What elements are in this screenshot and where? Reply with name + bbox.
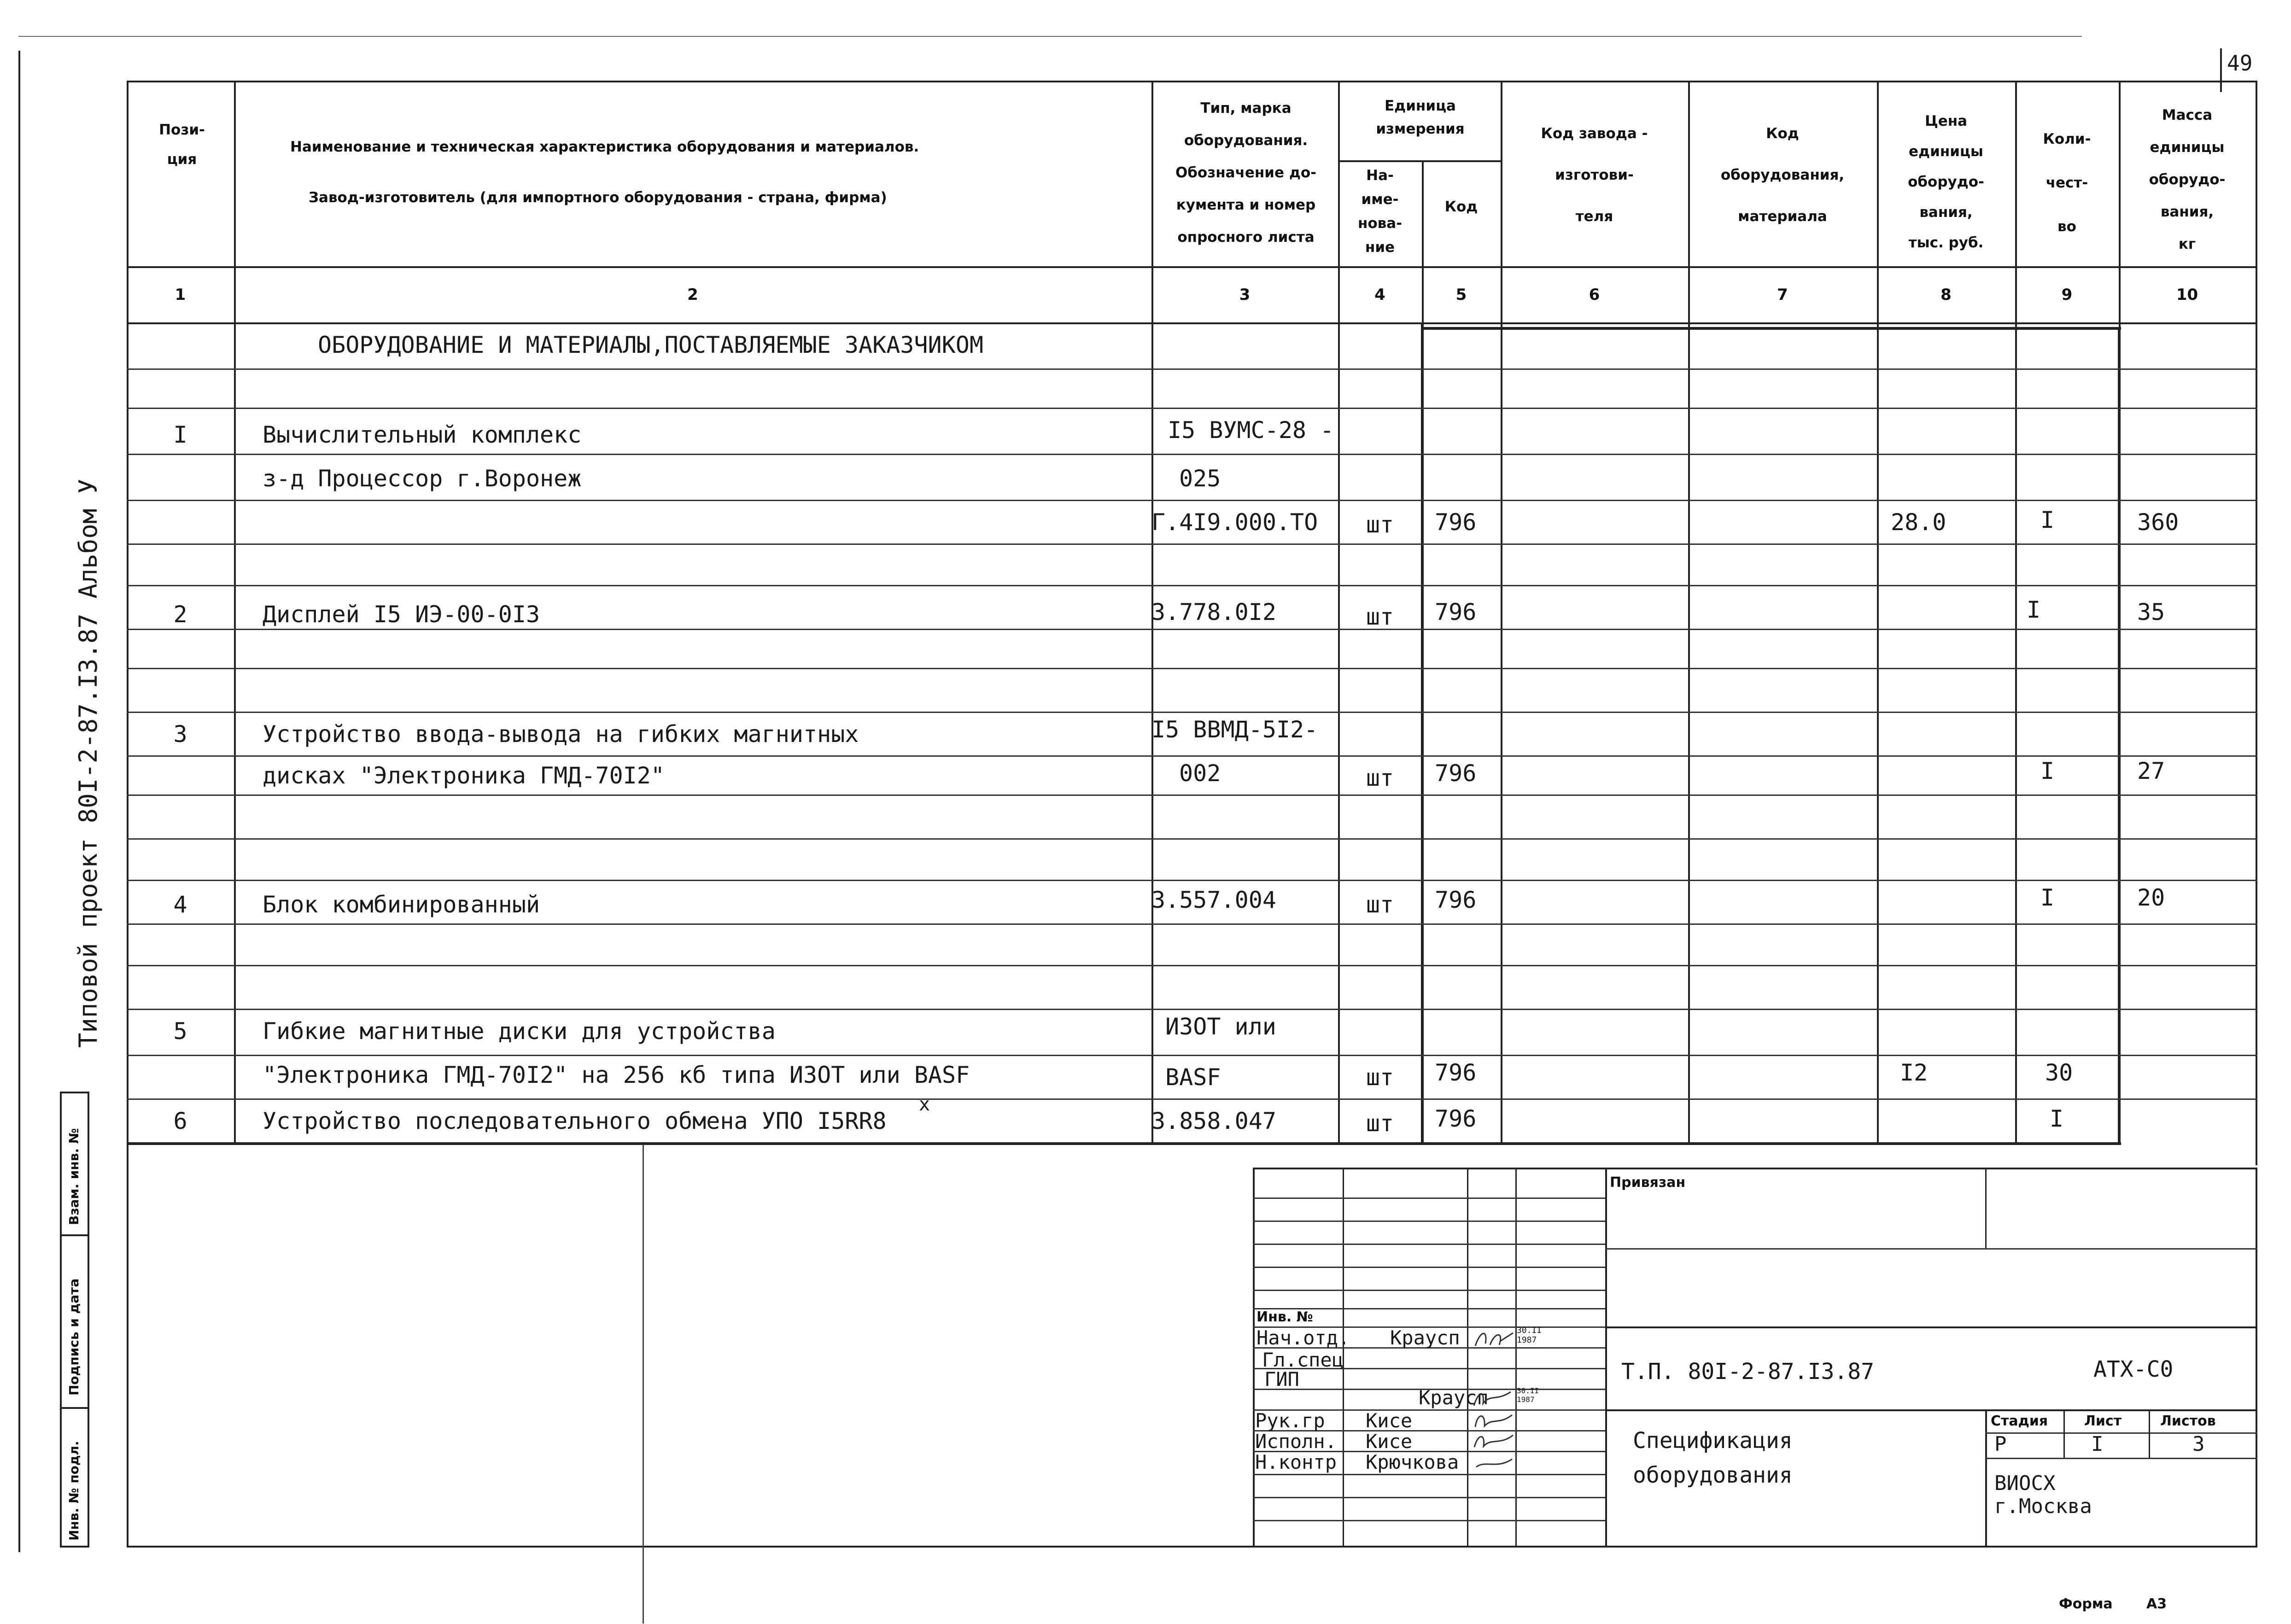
colnum-3: 3 [1239,286,1251,304]
row-9-qty: 30 [2045,1059,2073,1086]
row-6-name: дисках "Электроника ГМД-70I2" [263,762,665,789]
row-10-superscript: х [919,1094,930,1115]
row-10-position: 6 [173,1108,187,1134]
page-number-box-line [2220,48,2222,92]
page-number: 49 [2227,51,2253,76]
row-7-name: Блок комбинированный [263,891,540,918]
row-7-qty: I [2040,884,2055,911]
signature-ispoln [1472,1430,1515,1452]
signer-1-name: Краусп [1390,1326,1460,1349]
signer-1-role: Нач.отд. [1257,1326,1350,1349]
stamp-vzam-inv: Взам. инв. № [66,1128,82,1225]
signer-1-date: 30.II 1987 [1517,1326,1542,1345]
org-city: г.Москва [1994,1495,2092,1518]
colnum-10: 10 [2176,286,2198,304]
row-7-mass: 20 [2137,884,2165,911]
inv-no-label: Инв. № [1257,1309,1313,1325]
header-position: Пози- ция [159,122,205,168]
row-4-type: 3.778.0I2 [1151,599,1276,625]
header-unit-name: На- име- нова- ние [1357,167,1403,256]
row-4-name: Дисплей I5 ИЭ-00-0I3 [263,601,540,628]
colnum-9: 9 [2061,286,2073,304]
signer-6-name: Крючкова [1366,1451,1459,1473]
header-quantity: Коли- чест- во [2043,131,2091,235]
header-equipment-code: Код оборудования, материала [1720,125,1845,225]
header-type: Тип, марка оборудования. Обозначение до- кумента и номер опросного листа [1175,100,1317,245]
signer-4-name: Кисе [1366,1409,1413,1432]
left-border [18,51,20,1552]
top-scan-line [18,36,2082,37]
row-7-code: 796 [1435,887,1477,913]
row-10-qty: I [2050,1105,2064,1132]
row-2-name: з-д Процессор г.Воронеж [263,465,582,492]
header-name-line1: Наименование и техническая характеристика оборудования и материалов. [290,139,919,155]
signer-4-role: Рук.гр [1255,1409,1325,1432]
drawing-code: АТХ-С0 [2093,1356,2174,1382]
signer-3-name: Краусп [1419,1386,1489,1409]
row-3-mass: 360 [2137,509,2179,536]
colnum-8: 8 [1940,286,1952,304]
row-3-unit: шт [1366,511,1394,538]
row-7-type: 3.557.004 [1151,887,1276,913]
signature-nach-otd [1472,1327,1515,1350]
colnum-4: 4 [1374,286,1385,304]
row-10-type: 3.858.047 [1151,1108,1276,1134]
header-mass: Масса единицы оборудо- вания, кг [2149,107,2226,252]
row-6-code: 796 [1435,760,1477,787]
sheets-label: Листов [2160,1413,2216,1429]
row-6-mass: 27 [2137,758,2165,784]
signer-6-role: Н.контр [1255,1451,1337,1473]
row-9-price: I2 [1900,1059,1928,1086]
row-2-type: 025 [1179,465,1221,492]
sheet-label: Лист [2084,1413,2122,1429]
row-5-type: I5 ВВМД-5I2- [1151,716,1318,743]
row-8-type: ИЗОТ или [1165,1013,1276,1040]
header-price: Цена единицы оборудо- вания, тыс. руб. [1908,113,1984,251]
row-7-unit: шт [1366,891,1394,918]
project-code: Т.П. 80I-2-87.I3.87 [1621,1359,1875,1384]
stage-value: Р [1994,1432,2007,1456]
row-4-qty: I [2027,596,2041,623]
header-factory-code: Код завода - изготови- теля [1541,125,1648,225]
stamp-inv-podl: Инв. № подл. [66,1441,82,1541]
row-1-name: Вычислительный комплекс [263,421,582,448]
section-title: ОБОРУДОВАНИЕ И МАТЕРИАЛЫ,ПОСТАВЛЯЕМЫЕ ЗАКАЗЧИКОМ [318,332,983,358]
colnum-7: 7 [1777,286,1788,304]
row-1-position: I [173,421,187,448]
header-unit-group: Единица измерения [1376,98,1465,137]
row-6-qty: I [2040,758,2055,784]
row-4-code: 796 [1435,599,1477,625]
format-label: Форма [2059,1596,2113,1612]
signer-3-date: 30.II 1987 [1517,1386,1539,1404]
row-3-code: 796 [1435,509,1477,536]
row-1-type: I5 ВУМС-28 - [1168,417,1334,444]
row-4-mass: 35 [2137,599,2165,625]
row-9-type: BASF [1165,1064,1221,1091]
signature-n-kontr [1472,1451,1515,1473]
row-10-name: Устройство последовательного обмена УПО I5RR8 [263,1108,887,1134]
signer-2-role: Гл.спец [1262,1349,1344,1371]
stage-label: Стадия [1991,1413,2048,1429]
colnum-1: 1 [175,286,186,304]
colnum-5: 5 [1455,286,1467,304]
row-9-code: 796 [1435,1059,1477,1086]
colnum-6: 6 [1589,286,1600,304]
row-6-unit: шт [1366,765,1394,791]
row-3-price: 28.0 [1891,509,1946,536]
header-name-line2: Завод-изготовитель (для импортного оборудования - страна, фирма) [309,189,887,206]
row-4-unit: шт [1366,603,1394,630]
signer-3-role: ГИП [1264,1368,1299,1390]
row-7-position: 4 [173,891,187,918]
colnum-2: 2 [687,286,698,304]
row-3-qty: I [2040,507,2055,533]
privyazan-label: Привязан [1610,1174,1686,1191]
signature-gip [1472,1387,1515,1409]
signer-5-role: Исполн. [1255,1430,1337,1453]
row-10-unit: шт [1366,1110,1394,1137]
row-8-name: Гибкие магнитные диски для устройства [263,1018,776,1045]
signature-ruk-gr [1472,1408,1515,1431]
doc-title-line1: Спецификация [1633,1428,1793,1454]
side-title: Типовой проект 80I-2-87.I3.87 Альбом У [74,479,103,1048]
row-6-type: 002 [1179,760,1221,787]
row-9-unit: шт [1366,1064,1394,1091]
doc-title-line2: оборудования [1633,1462,1793,1488]
stamp-signature-date: Подпись и дата [66,1278,82,1396]
row-5-position: 3 [173,721,187,748]
signer-5-name: Кисе [1366,1430,1413,1453]
row-3-type: Г.4I9.000.ТО [1151,509,1318,536]
row-10-code: 796 [1435,1105,1477,1132]
sheet-value: I [2091,1432,2104,1456]
row-9-name: "Электроника ГМД-70I2" на 256 кб типа ИЗОТ или BASF [263,1062,970,1088]
sheets-value: 3 [2192,1432,2205,1456]
row-5-name: Устройство ввода-вывода на гибких магнитных [263,721,859,748]
header-unit-code: Код [1444,199,1478,215]
format-value: А3 [2146,1596,2167,1612]
row-8-position: 5 [173,1018,187,1045]
row-4-position: 2 [173,601,187,628]
org-name: ВИОСХ [1994,1472,2056,1495]
